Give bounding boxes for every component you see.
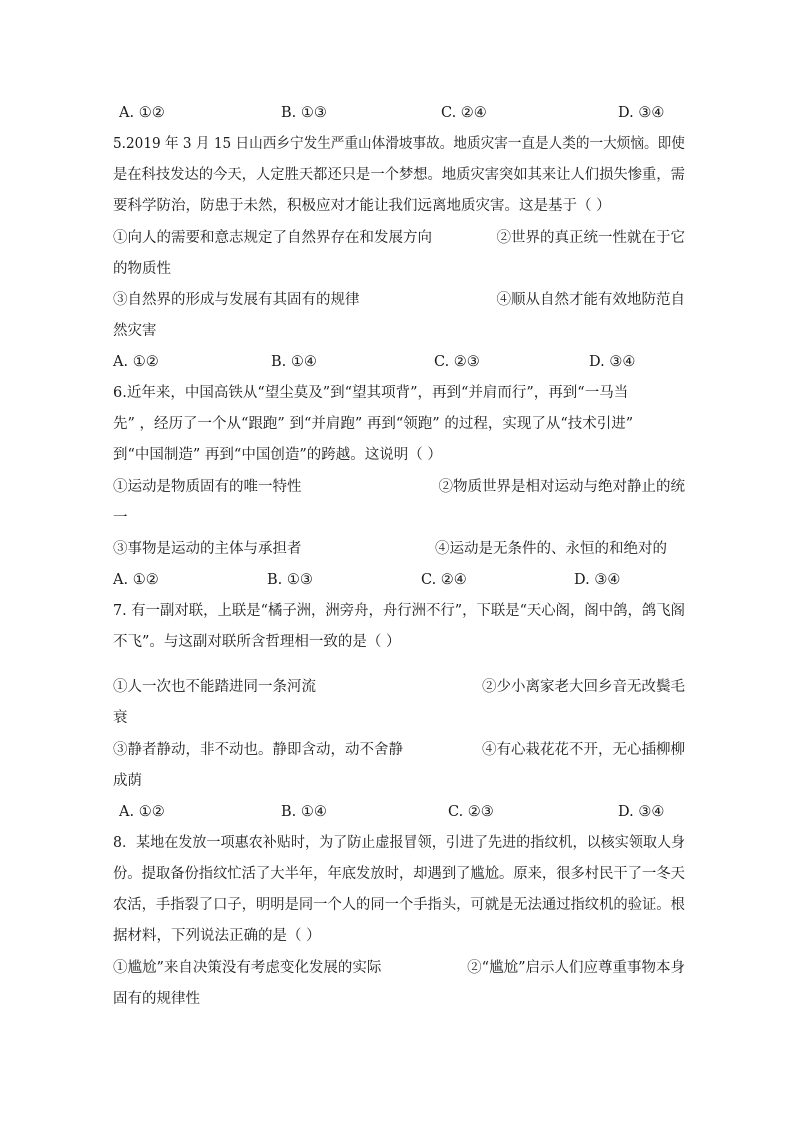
q7-items-row-2 — [113, 740, 685, 760]
q4-option-d[interactable]: D. ③④ — [618, 105, 665, 121]
q6-stem-line-1: 6.近年来，中国高铁从“望尘莫及”到“望其项背”，再到“并肩而行”，再到“一马当 — [113, 385, 629, 401]
q5-option-a[interactable]: A. ①② — [113, 354, 159, 370]
q7-option-b[interactable]: B. ①④ — [281, 804, 327, 820]
q8-item-2: ②“尴尬”启示人们应尊重事物本身 — [467, 960, 685, 976]
q6-option-b[interactable]: B. ①③ — [267, 572, 313, 588]
q7-items-row-1 — [113, 677, 685, 697]
q7-item-3: ③静者静动，非不动也。静即含动，动不舍静 — [113, 742, 403, 758]
q6-item-2: ②物质世界是相对运动与绝对静止的统 — [438, 479, 685, 495]
q5-item-3: ③自然界的形成与发展有其固有的规律 — [113, 292, 360, 308]
q7-option-d[interactable]: D. ③④ — [618, 804, 665, 820]
q7-item-2: ②少小离家老大回乡音无改鬓毛 — [482, 679, 685, 695]
q7-stem-line-2: 不飞”。与这副对联所含哲理相一致的是（ ） — [113, 634, 401, 650]
q5-item-4: ④顺从自然才能有效地防范自 — [496, 292, 685, 308]
q6-stem-line-3: 到“中国制造” 再到“中国创造”的跨越。这说明（ ） — [113, 447, 442, 463]
q6-stem-line-2: 先” ，经历了一个从“跟跑” 到“并肩跑” 再到“领跑” 的过程，实现了从“技术引进” — [113, 416, 634, 432]
q5-stem-line-1: 5.2019 年 3 月 15 日山西乡宁发生严重山体滑坡事故。地质灾害一直是人类的一大烦恼。即使 — [113, 136, 685, 152]
q5-items-row-1 — [113, 228, 685, 248]
q6-item-2-cont: 一 — [113, 510, 128, 526]
q5-option-d[interactable]: D. ③④ — [589, 354, 636, 370]
q5-option-b[interactable]: B. ①④ — [271, 354, 317, 370]
q8-stem-line-1: 8．某地在发放一项惠农补贴时，为了防止虚报冒领，引进了先进的指纹机，以核实领取人身 — [113, 835, 686, 851]
q6-option-c[interactable]: C. ②④ — [421, 572, 467, 588]
q5-item-2-cont: 的物质性 — [113, 261, 171, 277]
q7-option-c[interactable]: C. ②③ — [448, 804, 494, 820]
q6-items-row-2 — [113, 539, 685, 559]
q6-option-d[interactable]: D. ③④ — [574, 572, 621, 588]
q5-stem-line-3: 要科学防治，防患于未然，积极应对才能让我们远离地质灾害。这是基于（ ） — [113, 198, 611, 214]
q7-stem-line-1: 7. 有一副对联，上联是“橘子洲，洲旁舟，舟行洲不行”，下联是“天心阁，阁中鸽，鸽飞阁 — [113, 603, 685, 619]
q8-item-1: ①尴尬”来自决策没有考虑变化发展的实际 — [113, 960, 382, 976]
q4-option-c[interactable]: C. ②④ — [441, 105, 487, 121]
q6-option-a[interactable]: A. ①② — [113, 572, 159, 588]
q5-options — [113, 352, 685, 372]
q8-items-row-1 — [113, 958, 685, 978]
q7-options — [113, 802, 685, 822]
q8-item-2-cont: 固有的规律性 — [113, 991, 200, 1007]
q8-stem-line-3: 农活，手指裂了口子，明明是同一个人的同一个手指头，可就是无法通过指纹机的验证。根 — [113, 897, 685, 913]
q7-item-4: ④有心栽花花不开，无心插柳柳 — [482, 742, 685, 758]
q7-item-2-cont: 衰 — [113, 710, 128, 726]
q5-item-2: ②世界的真正统一性就在于它 — [496, 230, 685, 246]
q5-items-row-2 — [113, 290, 685, 310]
q5-item-4-cont: 然灾害 — [113, 323, 157, 339]
q8-stem-line-2: 份。提取备份指纹忙活了大半年，年底发放时，却遇到了尴尬。原来，很多村民干了一冬天 — [113, 866, 685, 882]
q4-option-b[interactable]: B. ①③ — [281, 105, 327, 121]
q6-options — [113, 570, 685, 590]
q4-options — [113, 103, 685, 123]
q7-option-a[interactable]: A. ①② — [119, 804, 165, 820]
q5-item-1: ①向人的需要和意志规定了自然界存在和发展方向 — [113, 230, 432, 246]
q6-item-1: ①运动是物质固有的唯一特性 — [113, 479, 302, 495]
q6-item-4: ④运动是无条件的、永恒的和绝对的 — [435, 541, 667, 557]
q7-item-4-cont: 成荫 — [113, 773, 142, 789]
q5-option-c[interactable]: C. ②③ — [434, 354, 480, 370]
q6-item-3: ③事物是运动的主体与承担者 — [113, 541, 302, 557]
q4-option-a[interactable]: A. ①② — [119, 105, 165, 121]
q5-stem-line-2: 是在科技发达的今天，人定胜天都还只是一个梦想。地质灾害突如其来让人们损失惨重，需 — [113, 167, 685, 183]
q8-stem-line-4: 据材料，下列说法正确的是（ ） — [113, 928, 321, 944]
q6-items-row-1 — [113, 477, 685, 497]
q7-item-1: ①人一次也不能踏进同一条河流 — [113, 679, 316, 695]
